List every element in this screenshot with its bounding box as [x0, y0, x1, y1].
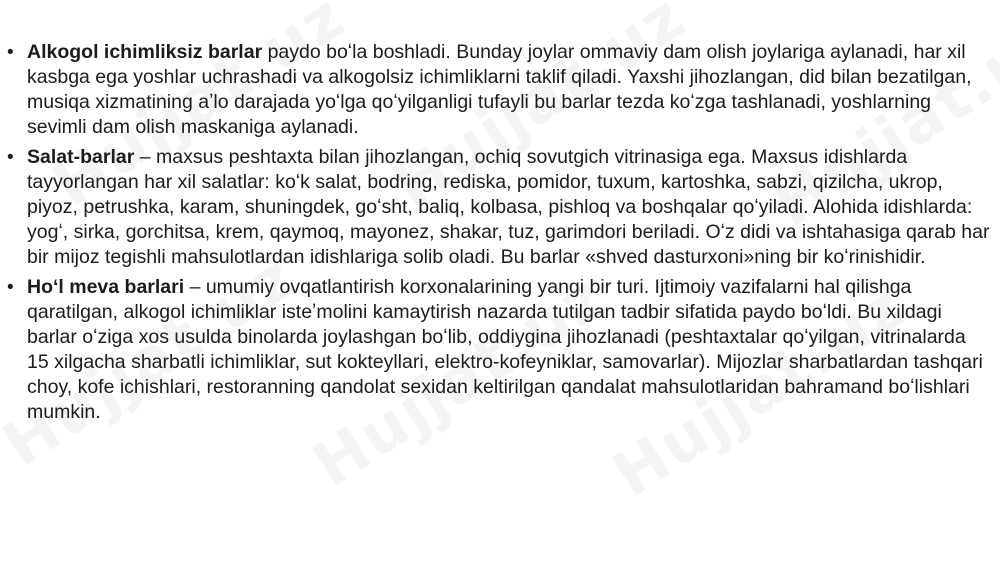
- bullet-term: Salat-barlar: [27, 146, 135, 168]
- bullet-dot-icon: •: [7, 147, 14, 168]
- bullet-text: – maxsus peshtaxta bilan jihozlangan, ochiq sovutgich vitrinasiga ega. Maxsus idishlarda tayyorlangan har xil salatlar: koʻk salat, bodring, rediska, pomidor, tuxum, kartoshka, sabzi, qizilcha, ukrop, piyoz, petrushka, karam, shuningdek, goʻsht, baliq, kolbasa, pishloq va boshqalar qoʻyiladi. Alohida idishlarda: yogʻ, sirka, gorchitsa, krem, qaymoq, mayonez, shakar, tuz, garimdori beriladi. Oʻz didi va ishtahasiga qarab har bir mijoz tegishli mahsulotlardan idishlariga solib oladi. Bu barlar «shved dasturxoni»ning bir koʻrinishidir.: [27, 146, 990, 268]
- slide-content: [0, 40, 1000, 430]
- bullet-text: – umumiy ovqatlantirish korxonalarining yangi bir turi. Ijtimoiy vazifalarni hal qilishga qaratilgan, alkogol ichimliklar isteʼmolini kamaytirish nazarda tutilgan tadbir sifatida paydo boʻldi. Bu xildagi barlar oʻziga xos usulda binolarda joylashgan boʻlib, oddiygina jihozlanadi (peshtaxtalar qoʻyilgan, vitrinalarda 15 xilgacha sharbatli ichimliklar, sut kokteyllari, elektro-kofeyniklar, samovarlar). Mijozlar sharbatlardan tashqari choy, kofe ichishlari, restoranning qandolat sexidan keltirilgan qandalat mahsulotlaridan bahramand boʻlishlari mumkin.: [27, 276, 983, 423]
- bullet-item: [0, 275, 1000, 425]
- bullet-text: paydo boʻla boshladi. Bunday joylar ommaviy dam olish joylariga aylanadi, har xil kasbga ega yoshlar uchrashadi va alkogolsiz ichimliklarni taklif qiladi. Yaxshi jihozlangan, did bilan bezatilgan, musiqa xizmatining aʼlo darajada yoʻlga qoʻyilganligi tufayli bu barlar tezda koʻzga tashlanadi, yoshlarning sevimli dam olish maskaniga aylanadi.: [27, 41, 972, 138]
- bullet-list: [0, 40, 1000, 425]
- bullet-term: Alkogol ichimliksiz barlar: [27, 41, 263, 63]
- bullet-dot-icon: •: [7, 42, 14, 63]
- bullet-item: [0, 40, 1000, 140]
- bullet-item: [0, 145, 1000, 270]
- bullet-dot-icon: •: [7, 277, 14, 298]
- bullet-term: Hoʻl meva barlari: [27, 276, 185, 298]
